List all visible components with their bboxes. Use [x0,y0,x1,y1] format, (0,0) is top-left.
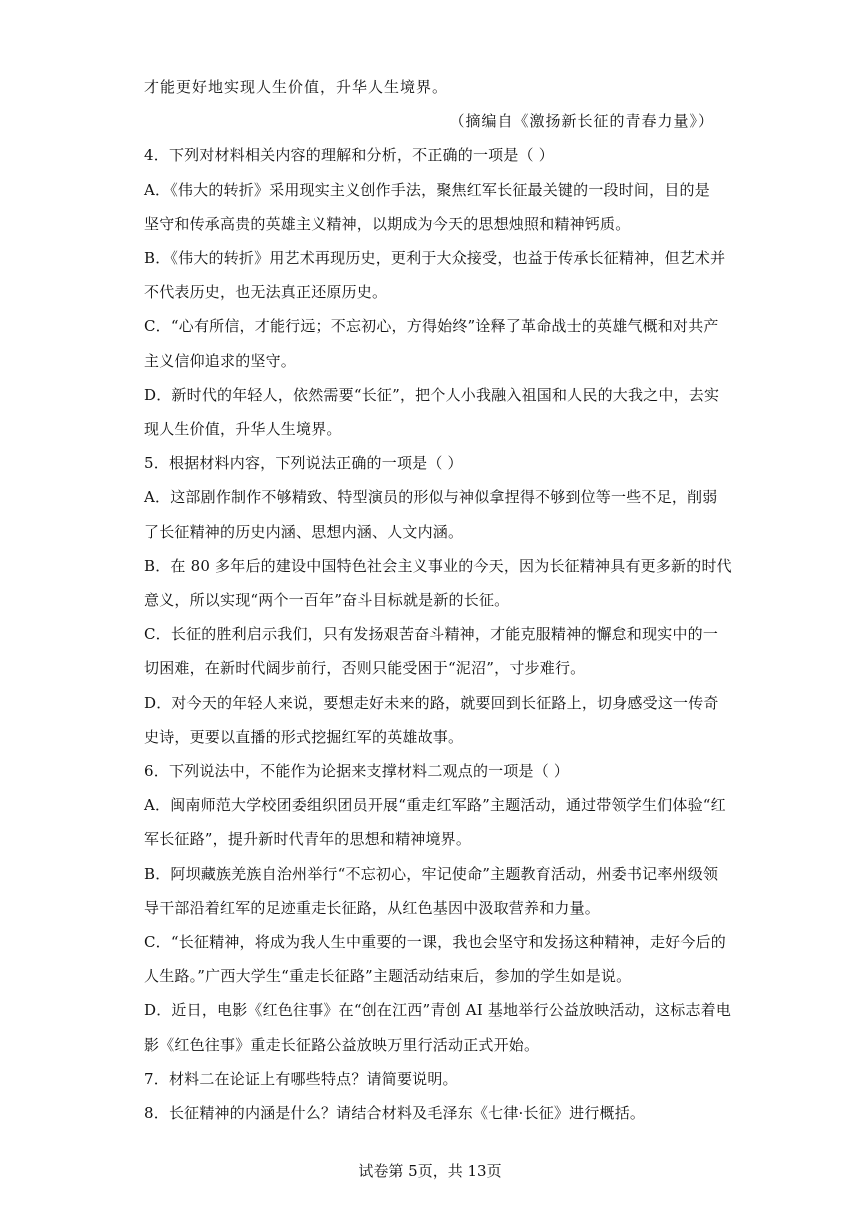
question-6-stem: 6．下列说法中，不能作为论据来支撑材料二观点的一项是（ ） [144,762,570,781]
q6-option-a-line2: 军长征路”，提升新时代青年的思想和精神境界。 [144,830,472,849]
q6-option-b-line2: 导干部沿着红军的足迹重走长征路，从红色基因中汲取营养和力量。 [144,898,601,917]
q4-option-d-line2: 现人生价值，升华人生境界。 [144,420,342,439]
question-5-stem: 5．根据材料内容，下列说法正确的一项是（ ） [144,454,463,473]
q6-option-b-line1: B．阿坝藏族羌族自治州举行“不忘初心，牢记使命”主题教育活动，州委书记率州级领 [144,864,719,883]
q5-option-d-line1: D．对今天的年轻人来说，要想走好未来的路，就要回到长征路上，切身感受这一传奇 [144,693,719,712]
q4-option-c-line2: 主义信仰追求的坚守。 [144,351,297,370]
q5-option-a-line1: A．这部剧作制作不够精致、特型演员的形似与神似拿捏得不够到位等一些不足，削弱 [144,488,718,507]
q4-option-a-line2: 坚守和传承高贵的英雄主义精神，以期成为今天的思想烛照和精神钙质。 [144,214,631,233]
question-8: 8．长征精神的内涵是什么？请结合材料及毛泽东《七律·长征》进行概括。 [144,1104,646,1123]
q6-option-a-line1: A．闽南师范大学校团委组织团员开展“重走红军路”主题活动，通过带领学生们体验“红 [144,796,726,815]
q6-option-c-line1: C．“长征精神，将成为我人生中重要的一课，我也会坚守和发扬这种精神，走好今后的 [144,933,726,952]
q5-option-b-line1: B．在 80 多年后的建设中国特色社会主义事业的今天，因为长征精神具有更多新的时代 [144,556,732,575]
q5-option-c-line1: C．长征的胜利启示我们，只有发扬艰苦奋斗精神，才能克服精神的懈怠和现实中的一 [144,625,719,644]
q4-option-c-line1: C．“心有所信，才能行远；不忘初心，方得始终”诠释了革命战士的英雄气概和对共产 [144,317,719,336]
q6-option-d-line1: D．近日，电影《红色往事》在“创在江西”青创 AI 基地举行公益放映活动，这标志着电 [144,1001,732,1020]
q6-option-c-line2: 人生路。”广西大学生“重走长征路”主题活动结束后，参加的学生如是说。 [144,967,632,986]
q6-option-d-line2: 影《红色往事》重走长征路公益放映万里行活动正式开始。 [144,1035,540,1054]
page-content [144,70,732,1130]
passage-source: （摘编自《激扬新长征的青春力量》） [449,112,714,131]
page-footer: 试卷第 5页，共 13页 [358,1162,502,1180]
question-4-stem: 4．下列对材料相关内容的理解和分析，不正确的一项是（ ） [144,146,554,165]
q4-option-d-line1: D．新时代的年轻人，依然需要“长征”，把个人小我融入祖国和人民的大我之中，去实 [144,385,720,404]
q5-option-b-line2: 意义，所以实现“两个一百年”奋斗目标就是新的长征。 [144,591,510,610]
q4-option-b-line2: 不代表历史，也无法真正还原历史。 [144,283,388,302]
q4-option-b-line1: B．《伟大的转折》用艺术再现历史，更利于大众接受，也益于传承长征精神，但艺术并 [144,249,726,268]
passage-tail-line: 才能更好地实现人生价值，升华人生境界。 [144,78,449,96]
q5-option-c-line2: 切困难，在新时代阔步前行，否则只能受困于“泥沼”，寸步难行。 [144,659,586,678]
q5-option-a-line2: 了长征精神的历史内涵、思想内涵、人文内涵。 [144,522,464,541]
q4-option-a-line1: A．《伟大的转折》采用现实主义创作手法，聚焦红军长征最关键的一段时间，目的是 [144,180,710,199]
question-7: 7．材料二在论证上有哪些特点？请简要说明。 [144,1069,458,1088]
q5-option-d-line2: 史诗，更要以直播的形式挖掘红军的英雄故事。 [144,727,464,746]
